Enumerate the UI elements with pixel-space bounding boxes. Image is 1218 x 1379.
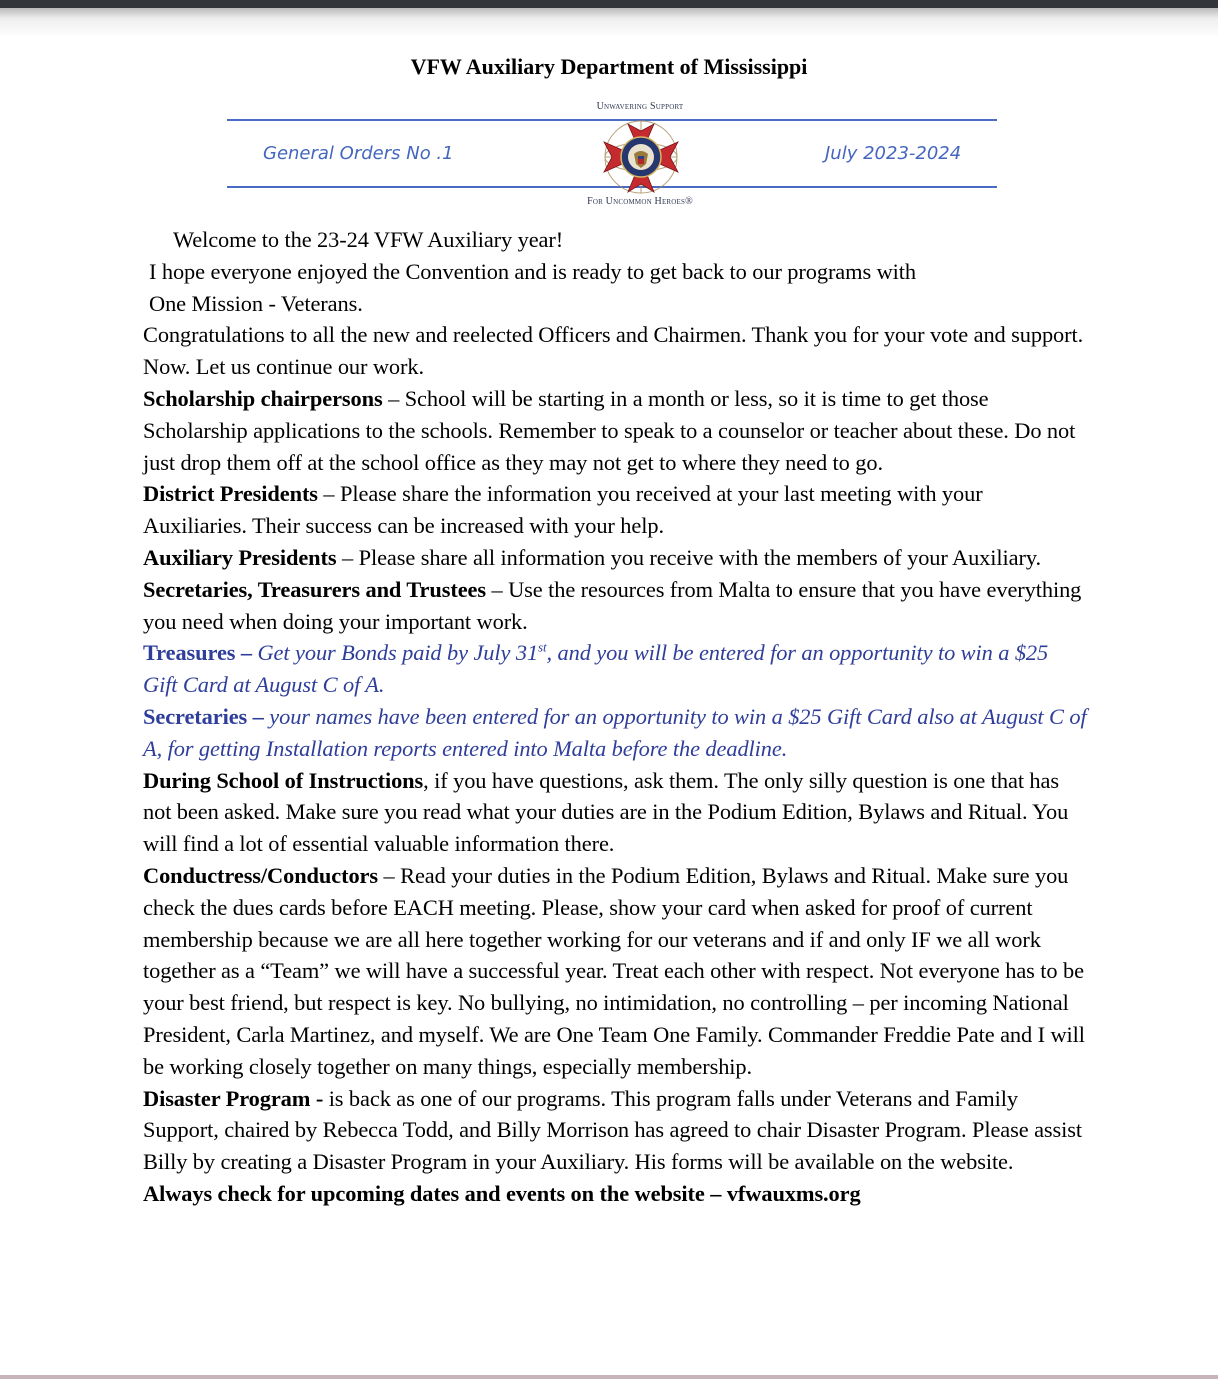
document-title: VFW Auxiliary Department of Mississippi xyxy=(410,54,808,79)
section-body-part: Get your Bonds paid by July 31 xyxy=(251,640,539,666)
section-scholarship xyxy=(143,383,1088,478)
vfw-auxiliary-emblem-icon xyxy=(594,118,688,196)
section-heading: Auxiliary Presidents xyxy=(143,544,337,570)
general-orders-label: General Orders No .1 xyxy=(263,143,454,164)
date-range-label: July 2023-2024 xyxy=(825,143,962,164)
section-heading: Scholarship chairpersons xyxy=(143,385,383,411)
section-body: School will be starting in a month or less, so it is time to get those Scholarship applications to the schools. Remember to speak to a counselor or teacher about these. Do not just drop them off at the school office as they may not get to where they need to go. xyxy=(143,385,1076,475)
closing-text: Always check for upcoming dates and events on the website – vfwauxms.org xyxy=(143,1180,861,1206)
closing-line xyxy=(143,1178,1088,1210)
separator: – xyxy=(382,385,405,411)
section-heading: Conductress/Conductors xyxy=(143,862,379,888)
section-heading: During School of Instructions xyxy=(143,767,424,793)
section-body: is back as one of our programs. This program falls under Veterans and Family Support, chaired by Rebecca Todd, and Billy Morrison has agreed to chair Disaster Program. Please assist Billy by creating a Disaster Program in your Auxiliary. His forms will be available on the website. xyxy=(143,1085,1082,1175)
section-heading: District Presidents xyxy=(143,481,318,507)
congratulations-paragraph: Congratulations to all the new and reelected Officers and Chairmen. Thank you for your vote and support. Now. Let us continue our work. xyxy=(143,322,1084,380)
section-disaster-program xyxy=(143,1083,1088,1178)
viewer-top-shadow xyxy=(0,8,1218,38)
separator: – xyxy=(317,481,341,507)
section-conductors xyxy=(143,860,1088,1083)
logo-tagline-top: Unwavering Support xyxy=(596,101,684,112)
section-body: Read your duties in the Podium Edition, Bylaws and Ritual. Make sure you check the dues cards before EACH meeting. Please, show your card when asked for proof of current membership because we are all here together working for our veterans and if and only IF we all work together as a “Team” we will have a successful year. Treat each other with respect. Not everyone has to be your best friend, but respect is key. No bullying, no intimidation, no controlling – per incoming National President, Carla Martinez, and myself. We are One Team One Family. Commander Freddie Pate and I will be working closely together on many things, especially membership. xyxy=(143,862,1085,1079)
section-body: Please share the information you received at your last meeting with your Auxiliaries. Their success can be increased with your help. xyxy=(143,481,983,539)
section-heading: Secretaries – xyxy=(143,703,264,729)
section-school-of-instructions xyxy=(143,765,1088,860)
section-body-part: , and you will be entered for an opportunity to win a $25 Gift Card at August C of A. xyxy=(143,640,1049,698)
section-body: , if you have questions, ask them. The only silly question is one that has not been asked. Make sure you read what your duties are in the Podium Edition, Bylaws and Ritual. You will find a lot of essential valuable information there. xyxy=(143,767,1069,857)
section-secretaries-treasurers-trustees xyxy=(143,574,1088,638)
section-district-presidents xyxy=(143,478,1088,542)
page-bottom-edge xyxy=(0,1375,1218,1379)
separator: – xyxy=(378,862,401,888)
section-body: your names have been entered for an opportunity to win a $25 Gift Card also at August C of A, for getting Installation reports entered into Malta before the deadline. xyxy=(143,703,1087,761)
section-heading: Treasures – xyxy=(143,640,252,666)
mission-line: One Mission - Veterans. xyxy=(149,290,363,316)
section-body: Please share all information you receive with the members of your Auxiliary. xyxy=(358,544,1041,570)
section-body: Use the resources from Malta to ensure that you have everything you need when doing your important work. xyxy=(143,576,1082,634)
viewer-top-bar xyxy=(0,0,1218,8)
section-heading: Disaster Program - xyxy=(143,1085,324,1111)
section-treasures xyxy=(143,637,1088,701)
ordinal-suffix: st xyxy=(538,639,547,655)
separator: – xyxy=(336,544,359,570)
section-secretaries xyxy=(143,701,1088,765)
welcome-line: Welcome to the 23-24 VFW Auxiliary year! xyxy=(173,227,564,252)
section-auxiliary-presidents xyxy=(143,542,1088,574)
document-body xyxy=(143,224,1088,1210)
separator: – xyxy=(486,576,509,602)
section-heading: Secretaries, Treasurers and Trustees xyxy=(143,576,486,602)
section-body xyxy=(143,640,1048,697)
intro-line: I hope everyone enjoyed the Convention and is ready to get back to our programs with xyxy=(149,258,916,284)
logo-tagline-bottom: For Uncommon Heroes® xyxy=(587,196,693,207)
